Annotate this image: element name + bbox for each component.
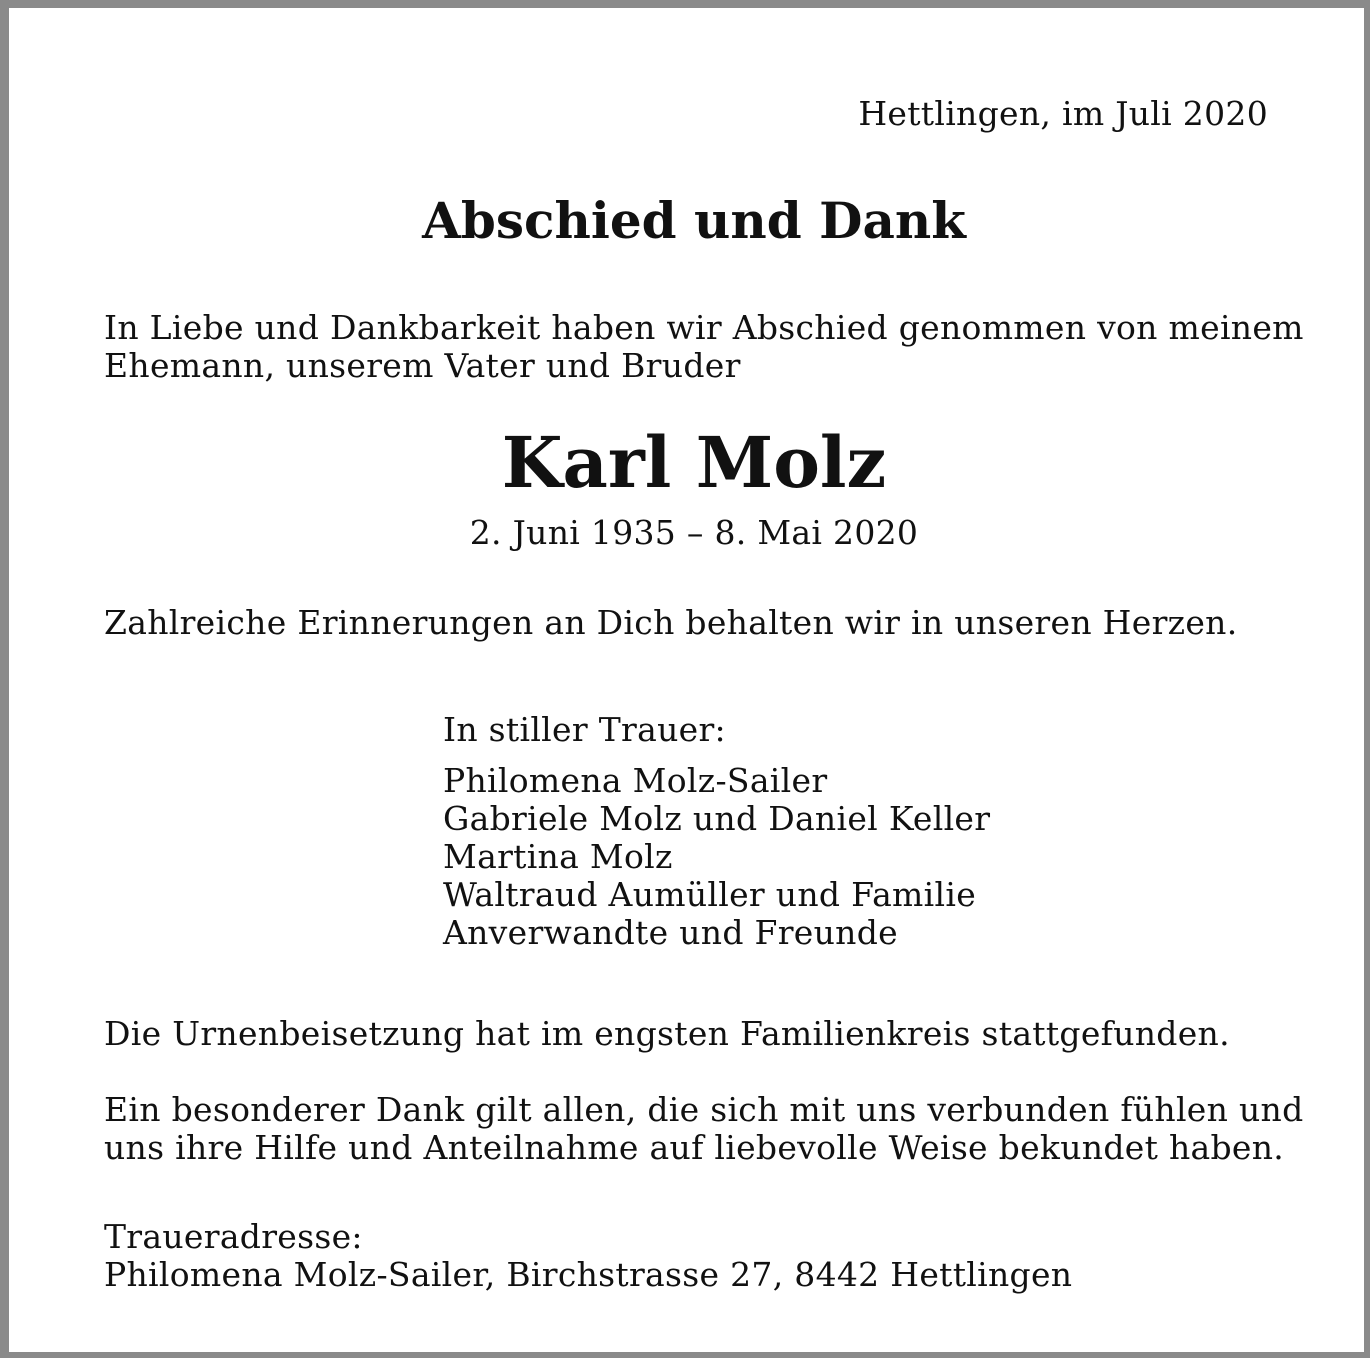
thanks-text xyxy=(104,1091,1304,1167)
intro-text xyxy=(104,309,1304,385)
mourner-item: Gabriele Molz und Daniel Keller xyxy=(443,799,991,838)
burial-note: Die Urnenbeisetzung hat im engsten Familienkreis stattgefunden. xyxy=(104,1014,1230,1053)
mourner-item: Philomena Molz-Sailer xyxy=(443,761,828,800)
deceased-name: Karl Molz xyxy=(501,421,887,504)
address-label: Traueradresse: xyxy=(104,1217,363,1256)
address-line: Philomena Molz-Sailer, Birchstrasse 27, 8442 Hettlingen xyxy=(104,1255,1073,1294)
thanks-line: Ein besonderer Dank gilt allen, die sich mit uns verbunden fühlen und xyxy=(104,1090,1304,1129)
mourner-item: Anverwandte und Freunde xyxy=(443,913,898,952)
mourning-heading: In stiller Trauer: xyxy=(443,710,726,749)
mourners-list xyxy=(443,762,990,952)
mourner-item: Waltraud Aumüller und Familie xyxy=(443,875,977,914)
notice-title: Abschied und Dank xyxy=(422,191,966,250)
mourning-address xyxy=(104,1218,1072,1294)
intro-line: Ehemann, unserem Vater und Bruder xyxy=(104,346,741,385)
intro-line: In Liebe und Dankbarkeit haben wir Abschied genommen von meinem xyxy=(104,308,1304,347)
life-dates: 2. Juni 1935 – 8. Mai 2020 xyxy=(469,513,919,552)
mourner-item: Martina Molz xyxy=(443,837,673,876)
memory-line: Zahlreiche Erinnerungen an Dich behalten wir in unseren Herzen. xyxy=(104,603,1238,642)
place-date: Hettlingen, im Juli 2020 xyxy=(858,94,1268,133)
thanks-line: uns ihre Hilfe und Anteilnahme auf liebevolle Weise bekundet haben. xyxy=(104,1128,1285,1167)
